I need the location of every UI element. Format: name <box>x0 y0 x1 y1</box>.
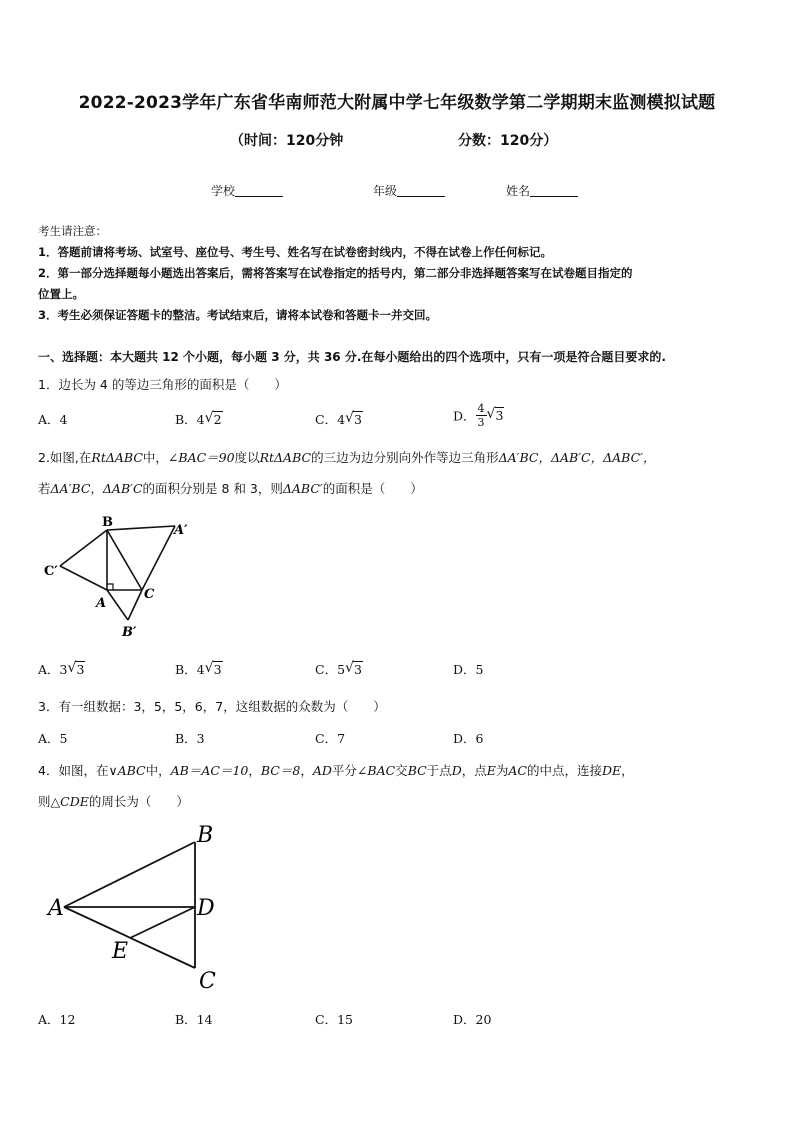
q1-option-a: A．4 <box>38 412 68 427</box>
q4-stem-line2: 则△CDE的周长为（ ） <box>38 794 189 809</box>
q4-option-d: D．20 <box>453 1012 492 1027</box>
q2-stem-line2: 若ΔA′BC，ΔAB′C的面积分别是 8 和 3，则ΔABC′的面积是（ ） <box>38 481 423 496</box>
q4-stem-line1: 4．如图，在∨ABC中，AB＝AC＝10，BC＝8，AD平分∠BAC交BC于点D，点E为AC的中点，连接DE， <box>38 763 634 778</box>
q4-option-a: A．12 <box>38 1012 76 1027</box>
fig4-label-a: A <box>48 896 64 921</box>
q1-option-d: D． $\frac{4}{3}$ √ 3 <box>453 402 504 429</box>
fig4-label-d: D <box>197 896 215 921</box>
fig2-label-a1: A′ <box>174 523 188 538</box>
school-field: 学校 <box>211 182 283 199</box>
notice-item-1: 1．答题前请将考场、试室号、座位号、考生号、姓名写在试卷密封线内，不得在试卷上作任何标记。 <box>38 245 552 259</box>
fig2-label-c1: C′ <box>44 564 58 579</box>
page-title: 2022-2023学年广东省华南师范大附属中学七年级数学第二学期期末监测模拟试题 <box>78 93 716 113</box>
notice-item-2: 2．第一部分选择题每小题选出答案后，需将答案写在试卷指定的括号内，第二部分非选择题答案写在试卷题目指定的 <box>38 266 633 280</box>
section-1-heading: 一、选择题：本大题共 12 个小题，每小题 3 分，共 36 分.在每小题给出的四个选项中，只有一项是符合题目要求的. <box>38 350 666 364</box>
q4-option-b: B．14 <box>175 1012 213 1027</box>
q1-stem: 1．边长为 4 的等边三角形的面积是（ ） <box>38 377 287 392</box>
q3-option-b: B．3 <box>175 731 205 746</box>
fig4-label-b: B <box>197 823 214 848</box>
fig4-label-c: C <box>199 969 216 994</box>
name-field: 姓名 <box>506 182 578 199</box>
grade-field: 年级 <box>373 182 445 199</box>
fig2-label-b1: B′ <box>122 625 137 640</box>
notice-item-3: 3．考生必须保证答题卡的整洁。考试结束后，请将本试卷和答题卡一并交回。 <box>38 308 437 322</box>
notice-item-2-cont: 位置上。 <box>38 287 84 301</box>
q1-option-c: C．4 √ 3 <box>315 410 362 427</box>
exam-score: 分数：120分） <box>458 133 558 149</box>
exam-time: （时间：120分钟 <box>230 133 344 149</box>
notice-heading: 考生请注意： <box>38 224 107 238</box>
fig2-label-c: C <box>144 587 155 602</box>
q2-option-a: A．3 √ 3 <box>38 660 85 677</box>
fig4-label-e: E <box>112 939 129 964</box>
q2-option-c: C．5 √ 3 <box>315 660 362 677</box>
q3-stem: 3．有一组数据：3，5，5，6，7，这组数据的众数为（ ） <box>38 699 386 714</box>
q4-figure <box>40 820 240 995</box>
q2-option-b: B．4 √ 3 <box>175 660 222 677</box>
fig2-label-a: A <box>96 596 107 611</box>
q2-stem-line1: 2.如图,在RtΔABC中，∠BAC＝90度以RtΔABC的三边为边分别向外作等边三角形ΔA′BC，ΔAB′C，ΔABC′， <box>38 450 656 465</box>
notice-block <box>38 221 768 326</box>
q1-option-b: B．4 √ 2 <box>175 410 222 427</box>
q2-figure <box>40 512 200 642</box>
q3-option-a: A．5 <box>38 731 68 746</box>
q3-option-d: D．6 <box>453 731 484 746</box>
q2-option-d: D．5 <box>453 662 484 677</box>
q4-option-c: C．15 <box>315 1012 353 1027</box>
fig2-label-b: B <box>102 515 113 530</box>
q3-option-c: C．7 <box>315 731 346 746</box>
